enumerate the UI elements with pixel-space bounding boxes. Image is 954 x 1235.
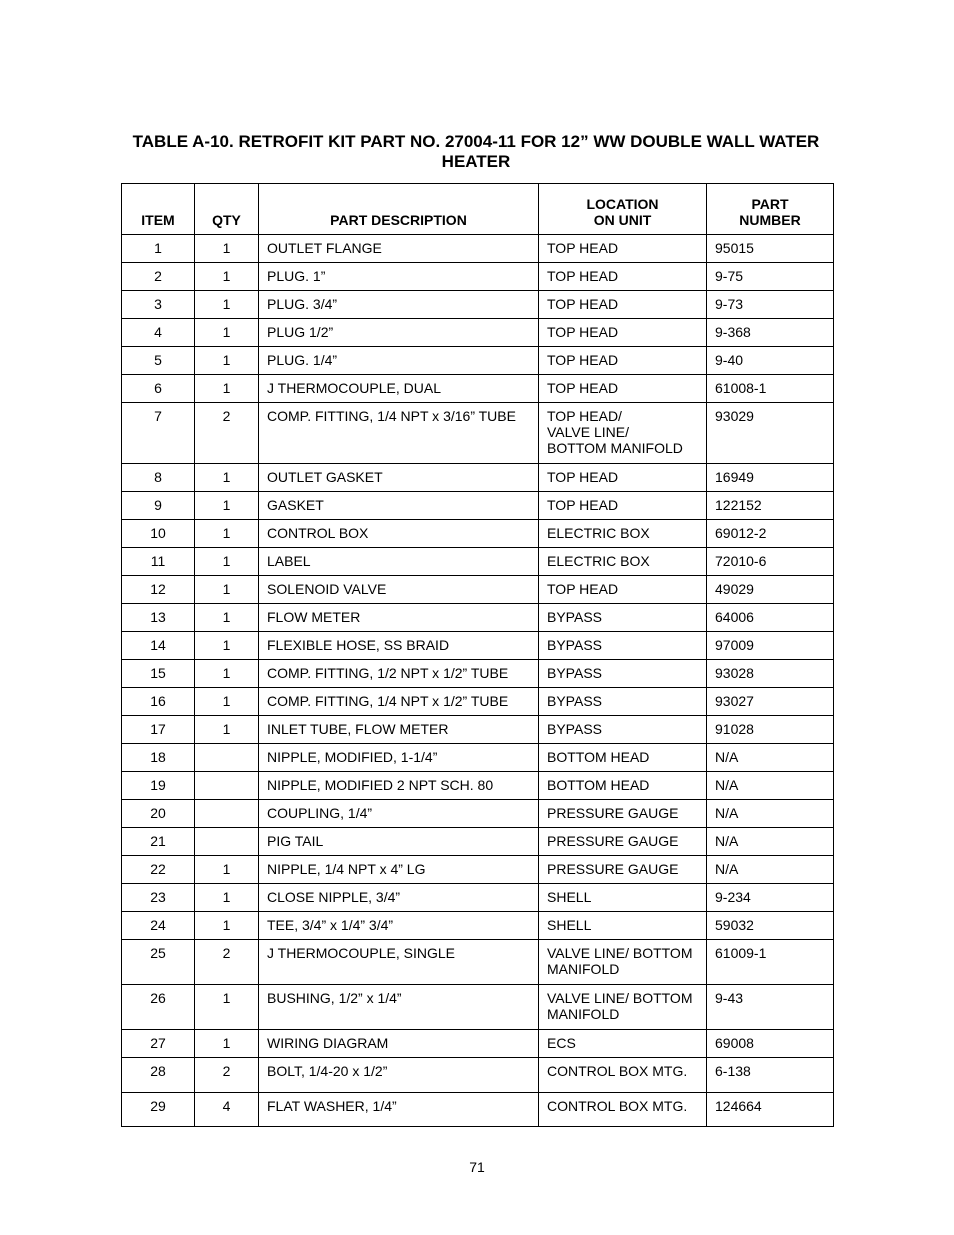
cell-description: J THERMOCOUPLE, SINGLE [259,940,539,985]
cell-qty: 1 [195,912,259,940]
cell-description: PLUG. 1” [259,263,539,291]
cell-part-number: N/A [707,800,834,828]
cell-description: BOLT, 1/4-20 x 1/2” [259,1058,539,1093]
cell-description: COUPLING, 1/4” [259,800,539,828]
location-line: MANIFOLD [547,961,620,977]
cell-qty: 1 [195,632,259,660]
cell-description: COMP. FITTING, 1/2 NPT x 1/2” TUBE [259,660,539,688]
location-line: BOTTOM MANIFOLD [547,440,683,456]
cell-location [539,263,707,291]
table-title-line-2: HEATER [441,152,511,171]
cell-qty: 2 [195,403,259,464]
cell-part-number: N/A [707,744,834,772]
cell-part-number: 72010-6 [707,548,834,576]
location-line: BYPASS [547,721,602,737]
cell-part-number: 69008 [707,1030,834,1058]
table-row [122,1093,834,1127]
cell-location [539,403,707,464]
cell-item: 14 [122,632,195,660]
cell-location [539,632,707,660]
cell-location [539,604,707,632]
cell-location [539,884,707,912]
table-row [122,660,834,688]
parts-table [121,183,834,1127]
cell-item: 18 [122,744,195,772]
cell-qty [195,772,259,800]
cell-qty: 1 [195,548,259,576]
location-line: TOP HEAD [547,268,619,284]
table-row [122,235,834,263]
table-row [122,912,834,940]
cell-part-number: 9-73 [707,291,834,319]
cell-qty: 1 [195,375,259,403]
cell-location [539,985,707,1030]
cell-part-number: 16949 [707,464,834,492]
cell-item: 7 [122,403,195,464]
cell-item: 3 [122,291,195,319]
cell-qty: 1 [195,884,259,912]
table-row [122,263,834,291]
table-row [122,940,834,985]
cell-part-number: 93028 [707,660,834,688]
cell-item: 4 [122,319,195,347]
cell-description: PLUG. 3/4” [259,291,539,319]
location-line: BYPASS [547,693,602,709]
cell-item: 17 [122,716,195,744]
location-line: CONTROL BOX MTG. [547,1063,688,1079]
cell-description: NIPPLE, MODIFIED 2 NPT SCH. 80 [259,772,539,800]
cell-description: LABEL [259,548,539,576]
cell-description: GASKET [259,492,539,520]
cell-description: COMP. FITTING, 1/4 NPT x 1/2” TUBE [259,688,539,716]
cell-item: 21 [122,828,195,856]
table-row [122,985,834,1030]
cell-location [539,940,707,985]
cell-qty: 1 [195,291,259,319]
table-row [122,604,834,632]
cell-qty: 1 [195,985,259,1030]
location-line: TOP HEAD [547,352,619,368]
cell-description: CONTROL BOX [259,520,539,548]
cell-location [539,856,707,884]
cell-description: COMP. FITTING, 1/4 NPT x 3/16” TUBE [259,403,539,464]
cell-description: CLOSE NIPPLE, 3/4” [259,884,539,912]
cell-description: PLUG. 1/4” [259,347,539,375]
location-line: BYPASS [547,609,602,625]
cell-item: 23 [122,884,195,912]
cell-qty: 2 [195,1058,259,1093]
location-line: TOP HEAD [547,240,619,256]
location-line: PRESSURE GAUGE [547,805,679,821]
cell-qty: 1 [195,716,259,744]
cell-part-number: 91028 [707,716,834,744]
cell-item: 25 [122,940,195,985]
location-line: BYPASS [547,637,602,653]
location-line: MANIFOLD [547,1006,620,1022]
cell-description: FLEXIBLE HOSE, SS BRAID [259,632,539,660]
cell-part-number: 64006 [707,604,834,632]
cell-qty: 1 [195,576,259,604]
cell-item: 9 [122,492,195,520]
cell-description: TEE, 3/4” x 1/4” 3/4” [259,912,539,940]
cell-item: 26 [122,985,195,1030]
header-part-number: PART NUMBER [707,184,834,235]
header-location-on-unit: LOCATION ON UNIT [539,184,707,235]
cell-qty: 1 [195,520,259,548]
table-row [122,347,834,375]
location-line: TOP HEAD/ [547,408,622,424]
location-line: CONTROL BOX MTG. [547,1098,688,1114]
cell-part-number: 9-234 [707,884,834,912]
table-row [122,576,834,604]
table-row [122,744,834,772]
cell-description: INLET TUBE, FLOW METER [259,716,539,744]
cell-qty: 1 [195,856,259,884]
cell-item: 19 [122,772,195,800]
table-row [122,800,834,828]
location-line: TOP HEAD [547,497,619,513]
cell-location [539,1093,707,1127]
table-row [122,1058,834,1093]
cell-location [539,800,707,828]
cell-location [539,660,707,688]
cell-location [539,576,707,604]
table-row [122,688,834,716]
location-line: VALVE LINE/ [547,424,629,440]
cell-qty: 1 [195,660,259,688]
cell-qty: 1 [195,492,259,520]
cell-item: 29 [122,1093,195,1127]
cell-description: PLUG 1/2” [259,319,539,347]
cell-part-number: 93027 [707,688,834,716]
table-row [122,403,834,464]
location-line: TOP HEAD [547,581,619,597]
cell-part-number: 6-138 [707,1058,834,1093]
cell-item: 22 [122,856,195,884]
cell-location [539,912,707,940]
cell-description: SOLENOID VALVE [259,576,539,604]
header-row [122,184,834,235]
cell-location [539,1030,707,1058]
cell-description: BUSHING, 1/2” x 1/4” [259,985,539,1030]
cell-part-number: 9-43 [707,985,834,1030]
cell-location [539,548,707,576]
page-number: 71 [469,1159,485,1175]
table-row [122,1030,834,1058]
cell-part-number: 122152 [707,492,834,520]
table-row [122,632,834,660]
table-row [122,884,834,912]
cell-item: 20 [122,800,195,828]
cell-item: 6 [122,375,195,403]
header-qty: QTY [195,184,259,235]
table-row [122,520,834,548]
location-line: TOP HEAD [547,324,619,340]
cell-part-number: 61009-1 [707,940,834,985]
cell-qty [195,800,259,828]
cell-qty: 1 [195,319,259,347]
cell-item: 27 [122,1030,195,1058]
location-line: BOTTOM HEAD [547,777,650,793]
cell-qty: 1 [195,1030,259,1058]
cell-qty: 1 [195,464,259,492]
cell-qty: 1 [195,347,259,375]
cell-location [539,464,707,492]
cell-location [539,1058,707,1093]
cell-location [539,319,707,347]
table-title [100,132,852,172]
cell-item: 12 [122,576,195,604]
cell-location [539,828,707,856]
cell-item: 24 [122,912,195,940]
cell-item: 16 [122,688,195,716]
location-line: ECS [547,1035,576,1051]
cell-description: FLOW METER [259,604,539,632]
cell-location [539,235,707,263]
cell-item: 1 [122,235,195,263]
table-row [122,828,834,856]
cell-qty: 1 [195,235,259,263]
cell-location [539,375,707,403]
cell-description: J THERMOCOUPLE, DUAL [259,375,539,403]
location-line: PRESSURE GAUGE [547,861,679,877]
cell-location [539,520,707,548]
location-line: ELECTRIC BOX [547,525,650,541]
location-line: TOP HEAD [547,469,619,485]
cell-part-number: 59032 [707,912,834,940]
cell-part-number: N/A [707,772,834,800]
table-row [122,716,834,744]
cell-qty: 1 [195,688,259,716]
cell-part-number: 9-368 [707,319,834,347]
cell-part-number: 97009 [707,632,834,660]
location-line: TOP HEAD [547,380,619,396]
cell-part-number: 9-75 [707,263,834,291]
location-line: VALVE LINE/ BOTTOM [547,990,693,1006]
cell-part-number: 93029 [707,403,834,464]
cell-qty: 1 [195,604,259,632]
location-line: PRESSURE GAUGE [547,833,679,849]
location-line: TOP HEAD [547,296,619,312]
cell-part-number: 61008-1 [707,375,834,403]
cell-qty: 4 [195,1093,259,1127]
table-row [122,464,834,492]
cell-description: NIPPLE, MODIFIED, 1-1/4” [259,744,539,772]
cell-description: OUTLET GASKET [259,464,539,492]
cell-item: 8 [122,464,195,492]
cell-location [539,688,707,716]
cell-part-number: 9-40 [707,347,834,375]
cell-location [539,744,707,772]
cell-item: 11 [122,548,195,576]
table-row [122,492,834,520]
cell-qty [195,744,259,772]
cell-location [539,291,707,319]
cell-description: PIG TAIL [259,828,539,856]
cell-part-number: 49029 [707,576,834,604]
cell-description: NIPPLE, 1/4 NPT x 4” LG [259,856,539,884]
cell-item: 10 [122,520,195,548]
cell-item: 28 [122,1058,195,1093]
cell-item: 2 [122,263,195,291]
cell-item: 13 [122,604,195,632]
cell-part-number: 95015 [707,235,834,263]
table-row [122,319,834,347]
table-row [122,548,834,576]
cell-qty: 2 [195,940,259,985]
cell-qty: 1 [195,263,259,291]
cell-item: 15 [122,660,195,688]
cell-location [539,492,707,520]
cell-location [539,347,707,375]
header-item: ITEM [122,184,195,235]
table-row [122,856,834,884]
location-line: BOTTOM HEAD [547,749,650,765]
cell-part-number: N/A [707,828,834,856]
cell-qty [195,828,259,856]
cell-location [539,772,707,800]
location-line: VALVE LINE/ BOTTOM [547,945,693,961]
cell-description: WIRING DIAGRAM [259,1030,539,1058]
table-title-line-1: TABLE A-10. RETROFIT KIT PART NO. 27004-11 FOR 12” WW DOUBLE WALL WATER [132,132,820,151]
location-line: SHELL [547,917,592,933]
table-row [122,291,834,319]
cell-description: OUTLET FLANGE [259,235,539,263]
cell-description: FLAT WASHER, 1/4” [259,1093,539,1127]
table-row [122,772,834,800]
cell-item: 5 [122,347,195,375]
header-part-description: PART DESCRIPTION [259,184,539,235]
location-line: BYPASS [547,665,602,681]
location-line: ELECTRIC BOX [547,553,650,569]
cell-location [539,716,707,744]
table-row [122,375,834,403]
cell-part-number: 69012-2 [707,520,834,548]
cell-part-number: 124664 [707,1093,834,1127]
location-line: SHELL [547,889,592,905]
cell-part-number: N/A [707,856,834,884]
